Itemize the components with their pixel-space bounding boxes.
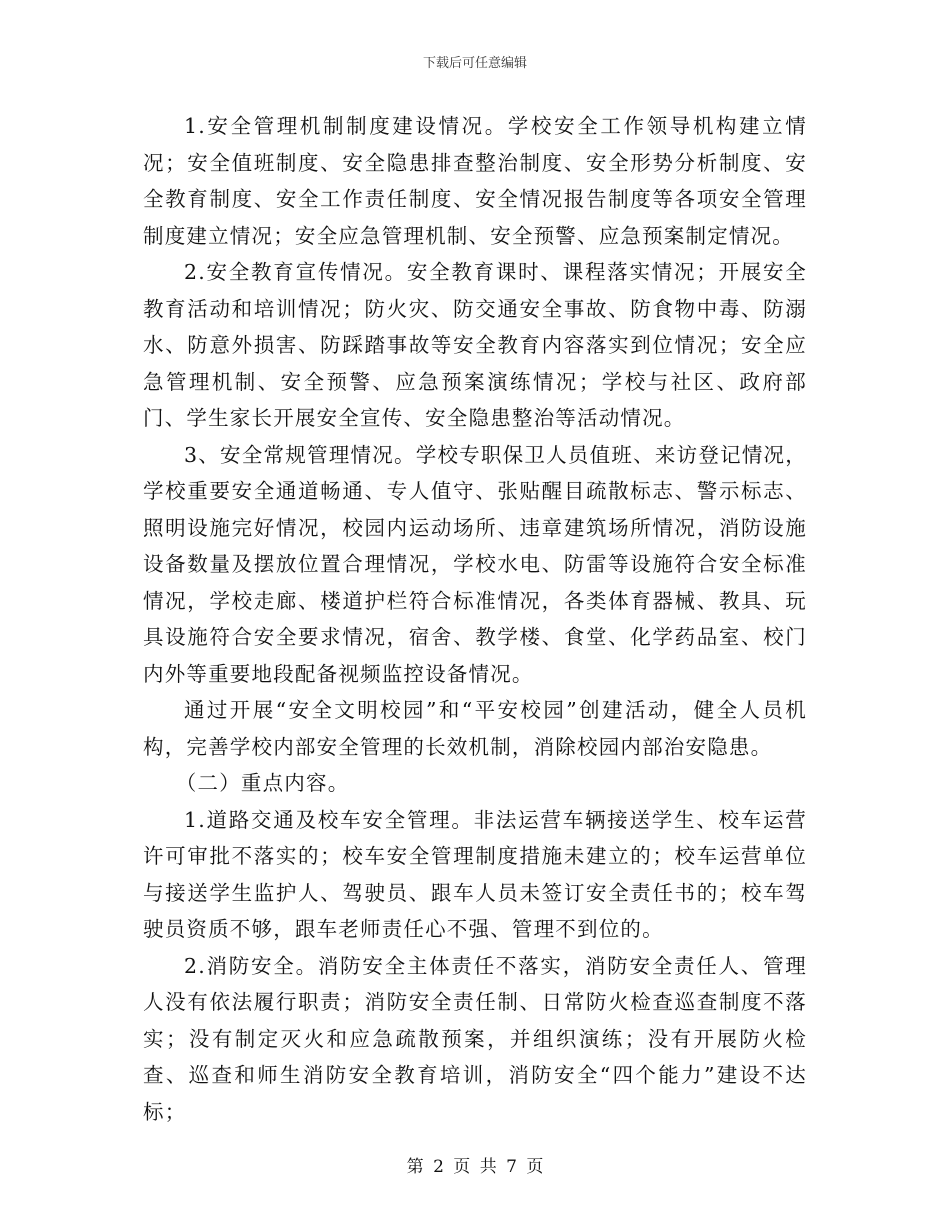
paragraph-safety-education: 2.安全教育宣传情况。安全教育课时、课程落实情况；开展安全教育活动和培训情况；防火灾、防交通安全事故、防食物中毒、防溺水、防意外损害、防踩踏事故等安全教育内容落实到位情况；安全应急管理机制、安全预警、应急预案演练情况；学校与社区、政府部门、学生家长开展安全宣传、安全隐患整治等活动情况。 [143,260,807,430]
paragraph-routine-management: 3、安全常规管理情况。学校专职保卫人员值班、来访登记情况，学校重要安全通道畅通、专人值守、张贴醒目疏散标志、警示标志、照明设施完好情况，校园内运动场所、违章建筑场所情况，消防设施设备数量及摆放位置合理情况，学校水电、防雷等设施符合安全标准情况，学校走廊、楼道护栏符合标准情况，各类体育器械、教具、玩具设施符合安全要求情况，宿舍、教学楼、食堂、化学药品室、校门内外等重要地段配备视频监控设备情况。 [143,442,807,686]
paragraph-campus-campaign: 通过开展“安全文明校园”和“平安校园”创建活动，健全人员机构，完善学校内部安全管理的长效机制，消除校园内部治安隐患。 [143,698,807,759]
page-number-footer: 第 2 页 共 7 页 [406,1157,544,1177]
page-header: 下载后可任意编辑 [422,56,527,71]
paragraph-fire-safety: 2.消防安全。消防安全主体责任不落实，消防安全责任人、管理人没有依法履行职责；消防安全责任制、日常防火检查巡查制度不落实；没有制定灭火和应急疏散预案，并组织演练；没有开展防火检查、巡查和师生消防安全教育培训，消防安全“四个能力”建设不达标； [143,953,807,1124]
paragraph-safety-mechanism: 1.安全管理机制制度建设情况。学校安全工作领导机构建立情况；安全值班制度、安全隐患排查整治制度、安全形势分析制度、安全教育制度、安全工作责任制度、安全情况报告制度等各项安全管理制度建立情况；安全应急管理机制、安全预警、应急预案制定情况。 [143,114,807,248]
document-body [143,108,807,1130]
paragraph-traffic-school-bus: 1.道路交通及校车安全管理。非法运营车辆接送学生、校车运营许可审批不落实的；校车安全管理制度措施未建立的；校车运营单位与接送学生监护人、驾驶员、跟车人员未签订安全责任书的；校车驾驶员资质不够，跟车老师责任心不强、管理不到位的。 [143,807,807,941]
section-heading-key-content: （二）重点内容。 [175,771,350,795]
